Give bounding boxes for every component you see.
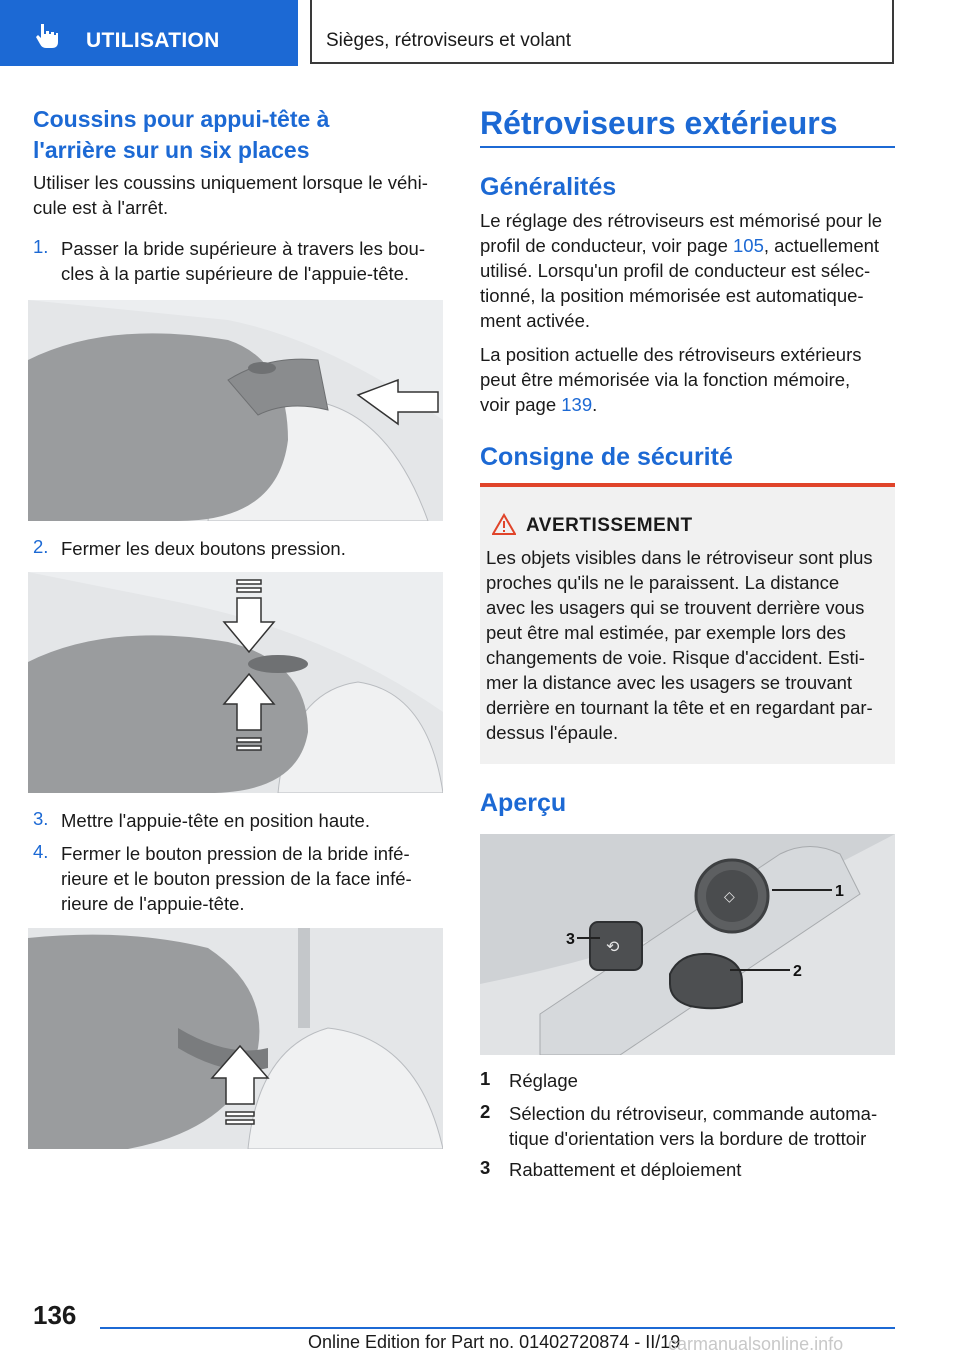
mirror-controls-illustration bbox=[480, 834, 895, 1055]
warning-box bbox=[480, 483, 895, 764]
step-number: 4. bbox=[33, 841, 49, 862]
general-heading: Généralités bbox=[480, 173, 617, 201]
legend-number: 1 bbox=[480, 1068, 491, 1089]
svg-text:⟲: ⟲ bbox=[606, 937, 620, 956]
footer-divider bbox=[100, 1327, 895, 1329]
page-title: Rétroviseurs extérieurs bbox=[480, 105, 838, 141]
warning-triangle-icon bbox=[492, 513, 516, 535]
overview-heading: Aperçu bbox=[480, 789, 567, 817]
section-header bbox=[310, 0, 894, 64]
headrest-lower-snap-illustration bbox=[28, 928, 443, 1149]
title-divider bbox=[480, 146, 895, 148]
callout-2: 2 bbox=[793, 963, 802, 980]
legend-item: Sélection du rétroviseur, commande automa‐ tique d'orientation vers la bordure de trottoir bbox=[509, 1103, 878, 1149]
svg-text:◇: ◇ bbox=[724, 889, 735, 905]
watermark: carmanualsonline.info bbox=[668, 1334, 844, 1354]
step-number: 2. bbox=[33, 536, 49, 557]
page-link-105[interactable]: 105 bbox=[733, 235, 764, 256]
headrest-strap-illustration bbox=[28, 300, 443, 521]
page-link-139[interactable]: 139 bbox=[561, 394, 593, 415]
step-text: Fermer les deux boutons pression. bbox=[61, 538, 346, 559]
warning-text: Les objets visibles dans le rétroviseur sont plus proches qu'ils ne le paraissent. La distance avec les usagers qui se trouvent derrière vous peut être mal estimée, par exemple lors des changements de voie. Risque d'accident. Esti‐ mer la distance avec les usagers se trouvant derrière en tournant la tête et en regardant par- dessus l'épaule. bbox=[486, 547, 873, 743]
hand-pointer-icon bbox=[32, 20, 62, 50]
legend-number: 3 bbox=[480, 1157, 491, 1178]
intro-text: Utiliser les coussins uniquement lorsque le véhi‐ cule est à l'arrêt. bbox=[33, 172, 428, 218]
section-label: Sièges, rétroviseurs et volant bbox=[326, 30, 572, 51]
headrest-cushion-heading: Coussins pour appui-tête à l'arrière sur un six places bbox=[33, 106, 330, 163]
step-text: Mettre l'appuie-tête en position haute. bbox=[61, 810, 370, 831]
legend-item: Rabattement et déploiement bbox=[509, 1159, 742, 1180]
step-number: 1. bbox=[33, 236, 49, 257]
warning-title: AVERTISSEMENT bbox=[526, 515, 693, 536]
legend-number: 2 bbox=[480, 1101, 491, 1122]
chapter-label: UTILISATION bbox=[86, 29, 220, 52]
legend-item: Réglage bbox=[509, 1070, 578, 1091]
step-text: Passer la bride supérieure à travers les bou‐ cles à la partie supérieure de l'appuie-tête. bbox=[61, 238, 426, 284]
chapter-tab[interactable] bbox=[0, 0, 298, 66]
step-text: Fermer le bouton pression de la bride infé‐ rieure et le bouton pression de la face infé‐ rieure de l'appuie-tête. bbox=[61, 843, 412, 914]
edition-text: Online Edition for Part no. 01402720874 - II/19 bbox=[308, 1332, 681, 1352]
headrest-snap-illustration bbox=[28, 572, 443, 793]
general-paragraph-1: Le réglage des rétroviseurs est mémorisé pour le profil de conducteur, voir page 105, actuellement utilisé. Lorsqu'un profil de conducteur est sélec‐ tionné, la position mémorisée est automatique‐ ment activée. bbox=[480, 210, 883, 331]
safety-heading: Consigne de sécurité bbox=[480, 443, 733, 471]
page-number: 136 bbox=[33, 1300, 77, 1330]
callout-1: 1 bbox=[835, 883, 844, 900]
general-paragraph-2: La position actuelle des rétroviseurs extérieurs peut être mémorisée via la fonction mémoire, voir page 139. bbox=[480, 344, 862, 415]
step-number: 3. bbox=[33, 808, 49, 829]
callout-3: 3 bbox=[566, 931, 575, 948]
